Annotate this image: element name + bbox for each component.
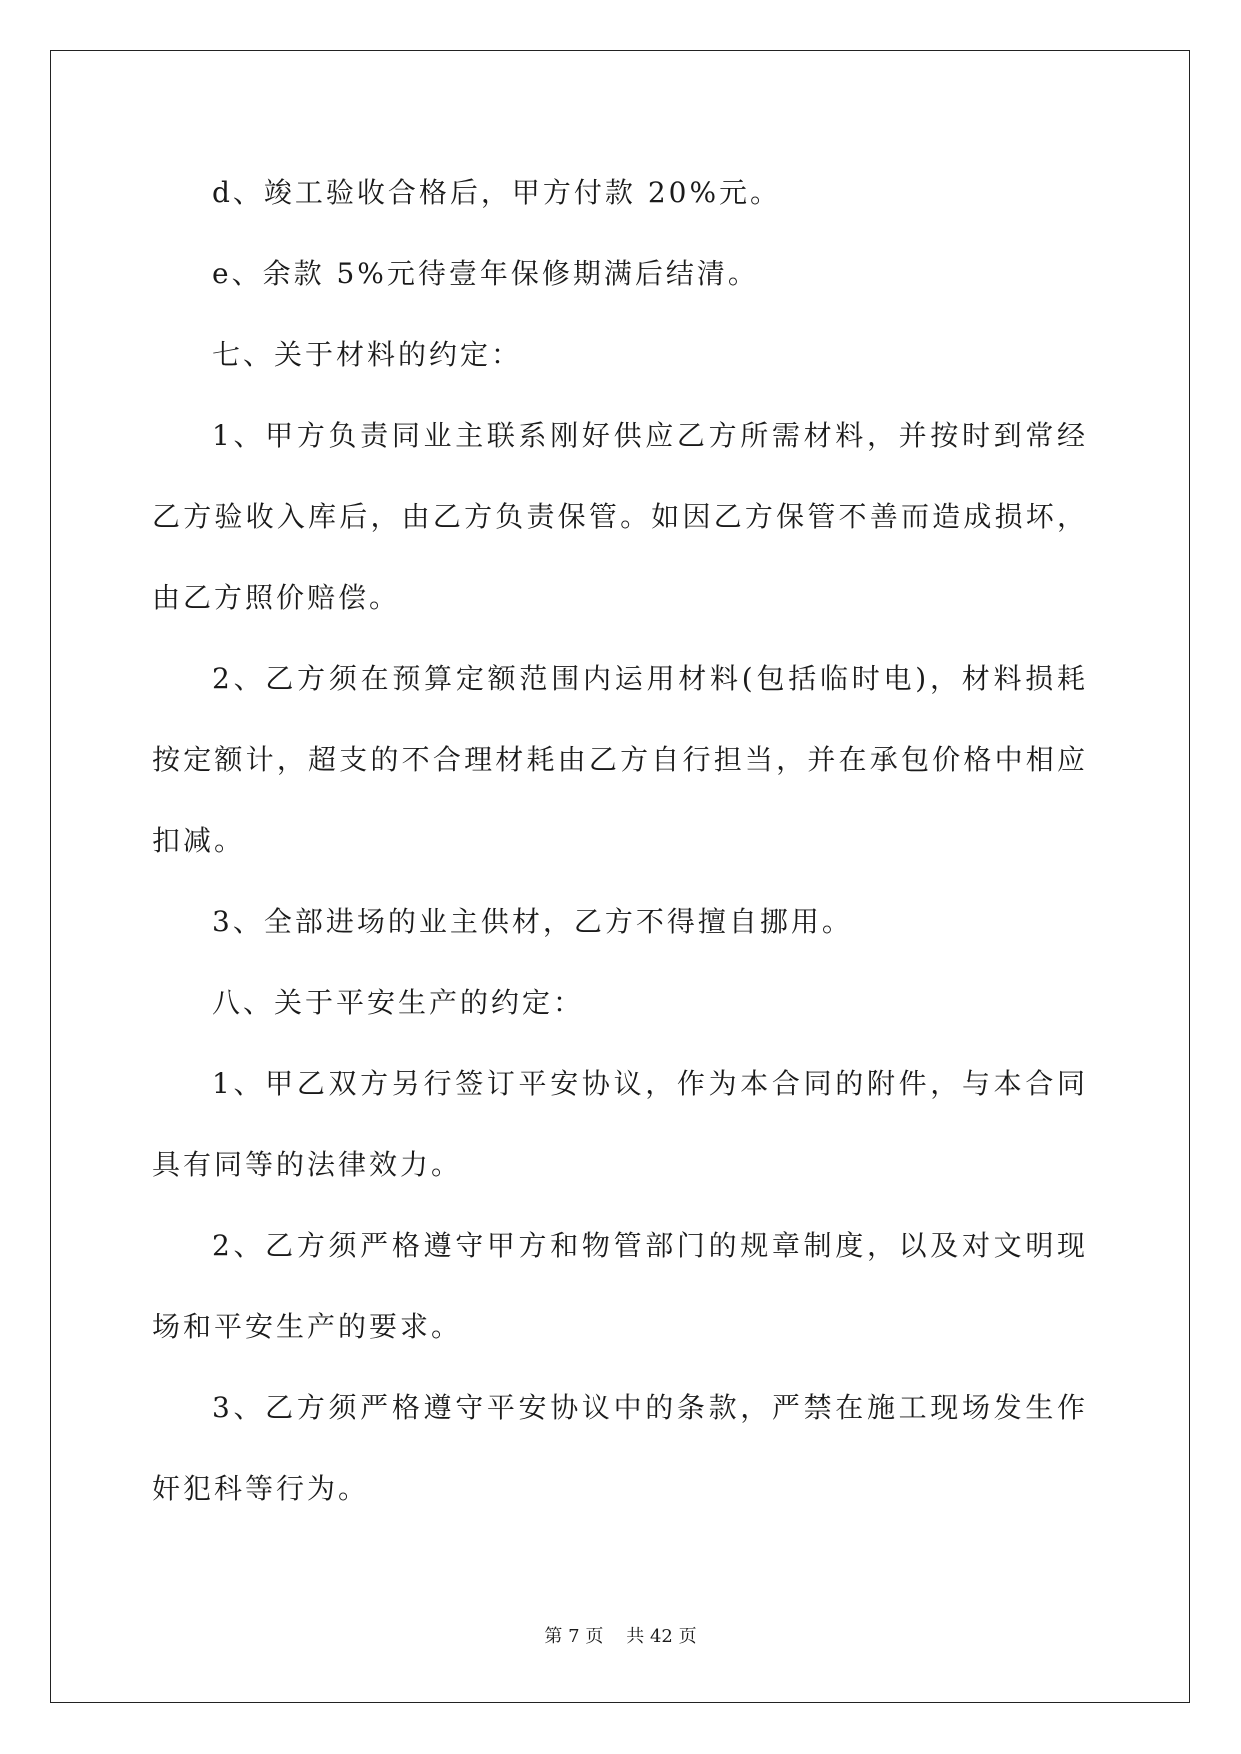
paragraph-materials-2: 2、乙方须在预算定额范围内运用材料(包括临时电)，材料损耗按定额计，超支的不合理材耗由乙方自行担当，并在承包价格中相应扣减。 xyxy=(152,662,1088,857)
page-total: 共 42 页 xyxy=(626,1626,697,1647)
section-heading-safety: 八、关于平安生产的约定： xyxy=(212,986,585,1019)
paragraph-payment-e: e、余款 5%元待壹年保修期满后结清。 xyxy=(212,257,759,290)
paragraph-safety-1: 1、甲乙双方另行签订平安协议，作为本合同的附件，与本合同具有同等的法律效力。 xyxy=(152,1067,1088,1181)
document-body xyxy=(152,0,1088,1529)
paragraph-safety-2: 2、乙方须严格遵守甲方和物管部门的规章制度，以及对文明现场和平安生产的要求。 xyxy=(152,1229,1088,1343)
page-number: 第 7 页 xyxy=(544,1626,604,1647)
page-footer xyxy=(0,1622,1241,1648)
paragraph-materials-1: 1、甲方负责同业主联系刚好供应乙方所需材料，并按时到常经乙方验收入库后，由乙方负责保管。如因乙方保管不善而造成损坏，由乙方照价赔偿。 xyxy=(152,419,1088,614)
paragraph-safety-3: 3、乙方须严格遵守平安协议中的条款，严禁在施工现场发生作奸犯科等行为。 xyxy=(152,1391,1088,1505)
section-heading-materials: 七、关于材料的约定： xyxy=(212,338,523,371)
paragraph-materials-3: 3、全部进场的业主供材，乙方不得擅自挪用。 xyxy=(212,905,853,938)
paragraph-payment-d: d、竣工验收合格后，甲方付款 20%元。 xyxy=(212,176,782,209)
